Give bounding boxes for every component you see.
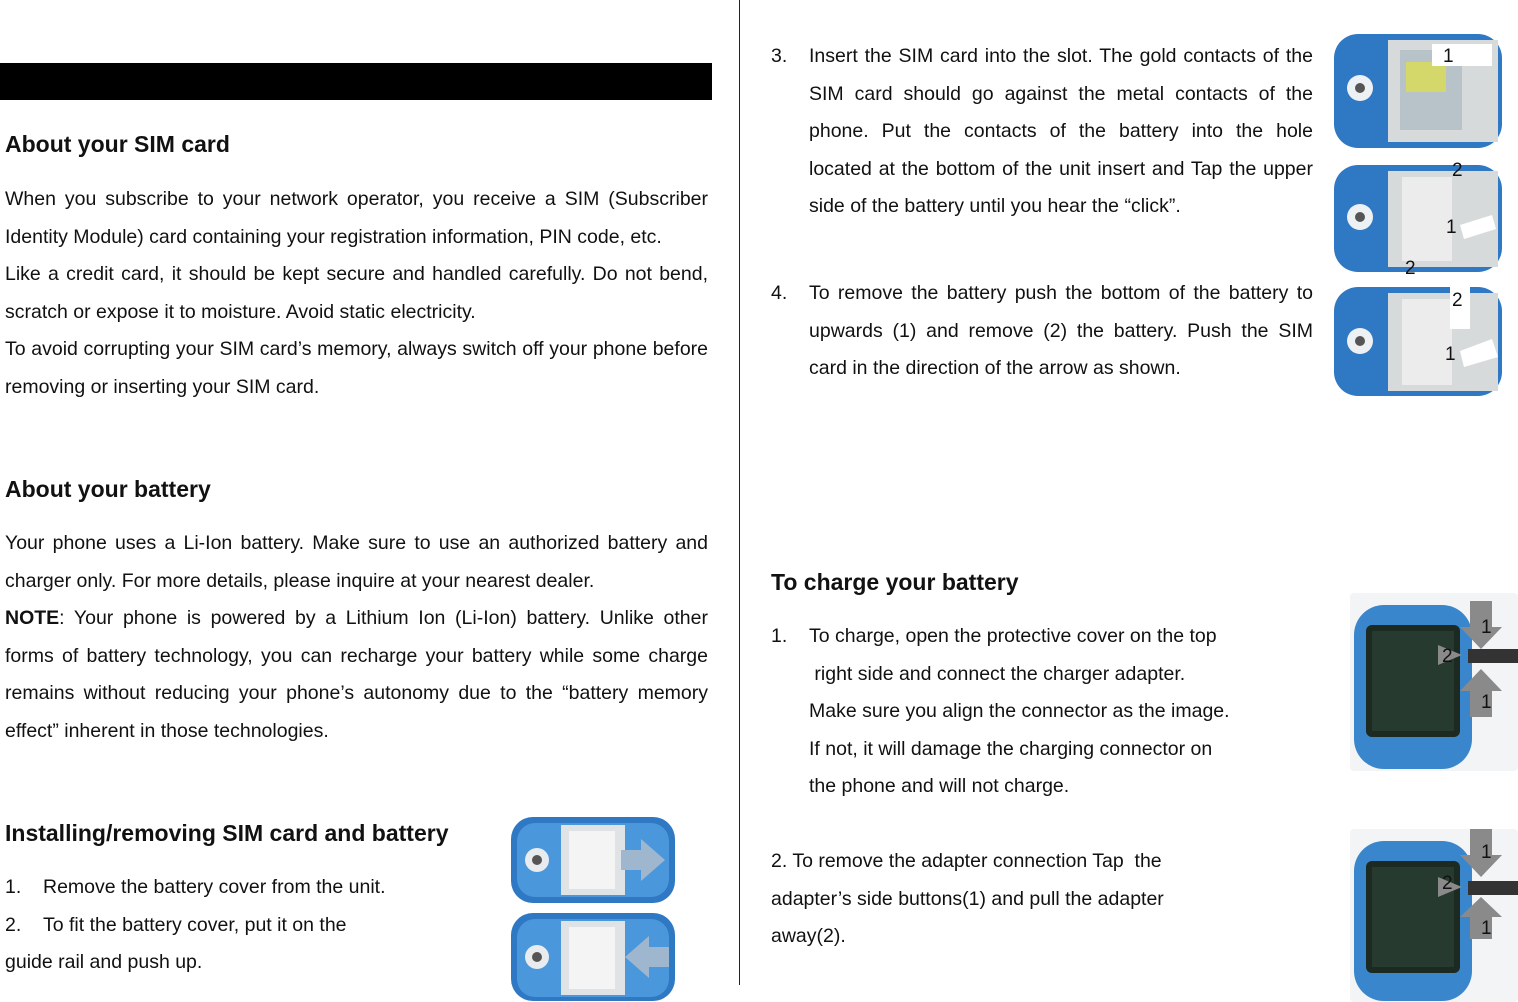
label-remove-2: 2 [1452,290,1463,311]
heading-battery: About your battery [5,476,211,502]
label-battery-2: 2 [1405,258,1416,279]
label-charge-1-bottom: 1 [1481,692,1492,713]
phone-charger-remove-image [1350,829,1518,1002]
heading-sim-card: About your SIM card [5,131,230,157]
phone-open-sim-image [1332,32,1504,150]
label-remove-charger-1-bottom: 1 [1481,918,1492,939]
sim-paragraph-2: Like a credit card, it should be kept secure and handled carefully. Do not bend, scratch or expose it to moisture. Avoid static electricity. [5,263,708,323]
install-step-1: 1. Remove the battery cover from the unit. [5,876,386,898]
label-charge-1-top: 1 [1481,617,1492,638]
phone-back-cover-image-2 [509,911,677,1002]
label-remove-charger-1-top: 1 [1481,842,1492,863]
sim-paragraph-3: To avoid corrupting your SIM card’s memory, always switch off your phone before removing or inserting your SIM card. [5,338,708,398]
label-insert-2: 2 [1452,160,1463,181]
label-charge-2: 2 [1442,646,1453,667]
photo-fit-cover [509,911,677,1002]
label-insert-1: 1 [1443,46,1454,67]
note-text: : Your phone is powered by a Lithium Ion (Li-Ion) battery. Unlike other forms of battery technology, you can recharge your battery while some charge remains without reducing your phone’s autonomy due to the “battery memory effect” inherent in those technologies. [5,607,708,742]
sim-card-body [5,181,708,406]
heading-charge: To charge your battery [771,569,1019,595]
photo-connect-charger [1350,593,1518,771]
install-step-2-cont: guide rail and push up. [5,951,203,973]
phone-battery-remove-image [1332,285,1504,398]
photo-remove-charger [1350,829,1518,1002]
install-step-2: 2. To fit the battery cover, put it on the [5,913,347,936]
photo-insert-battery [1332,163,1504,274]
battery-body [5,525,708,750]
label-battery-1: 1 [1446,217,1457,238]
heading-install: Installing/removing SIM card and battery [5,820,449,846]
photo-remove-battery [1332,285,1504,398]
phone-battery-image [1332,163,1504,274]
step-4: 4. To remove the battery push the bottom of the battery to upwards (1) and remove (2) the battery. Push the SIM card in the direction of the arrow as shown. [771,282,1313,379]
header-bar [0,63,712,100]
photo-remove-cover [509,815,677,905]
step-3: 3. Insert the SIM card into the slot. The gold contacts of the SIM card should go against the metal contacts of the phone. Put the contacts of the battery into the hole located at the bottom of the unit insert and Tap the upper side of the battery until you hear the “click”. [771,45,1313,217]
phone-charger-image [1350,593,1518,771]
charge-step-1: 1. To charge, open the protective cover on the top right side and connect the charger adapter. Make sure you align the connector as the image. If not, it will damage the charging connector on the phone and will not charge. [771,625,1230,797]
label-remove-1: 1 [1445,344,1456,365]
phone-back-cover-image [509,815,677,905]
battery-note [5,600,708,750]
install-steps [5,869,485,982]
charge-step-2: 2. To remove the adapter connection Tap the adapter’s side buttons(1) and pull the adapter away(2). [771,850,1164,947]
label-remove-charger-2: 2 [1442,873,1453,894]
battery-paragraph-1: Your phone uses a Li-Ion battery. Make sure to use an authorized battery and charger only. For more details, please inquire at your nearest dealer. [5,532,708,592]
sim-paragraph-1: When you subscribe to your network operator, you receive a SIM (Subscriber Identity Module) card containing your registration information, PIN code, etc. [5,188,708,248]
photo-insert-sim [1332,32,1504,150]
note-label: NOTE [5,607,60,629]
column-divider [739,0,740,985]
